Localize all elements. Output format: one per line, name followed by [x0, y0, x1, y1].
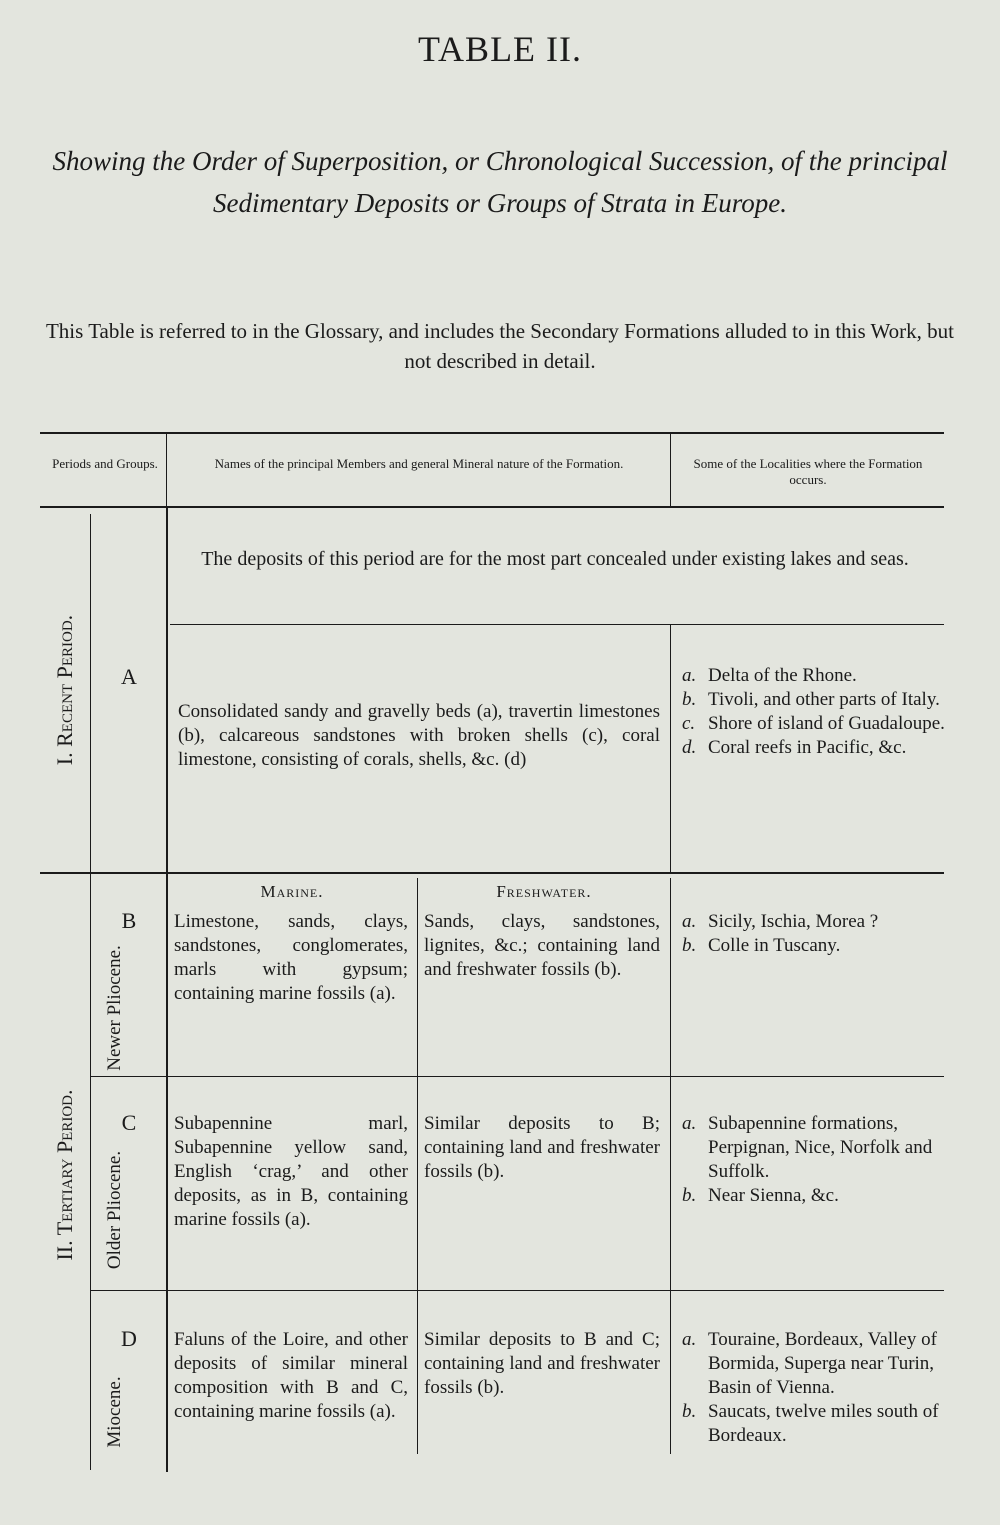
locality-key: b.: [682, 935, 697, 956]
group-c-freshwater: Similar deposits to B; containing land and freshwater fossils (b).: [424, 1113, 660, 1182]
locality-text: Delta of the Rhone.: [708, 665, 857, 686]
locality-text: Sicily, Ischia, Morea ?: [708, 911, 879, 932]
recent-intro: The deposits of this period are for the most part concealed under existing lakes and seas.: [201, 548, 909, 570]
locality-key: a.: [682, 665, 697, 686]
group-b-localities: [682, 910, 946, 958]
list-item: [682, 1112, 946, 1184]
list-item: [682, 736, 946, 760]
tertiary-period-label: II. Tertiary Period.: [52, 1089, 77, 1261]
list-item: [682, 1328, 946, 1400]
table-subtitle: Showing the Order of Superposition, or Chronological Succession, of the principal Sedimentary Deposits or Groups of Strata in Europe.: [52, 146, 948, 218]
c-bottom-rule: [90, 1290, 944, 1291]
locality-text: Tivoli, and other parts of Italy.: [708, 689, 940, 710]
locality-key: a.: [682, 1329, 697, 1350]
groups-col-rule: [166, 506, 168, 1472]
group-b-freshwater: Sands, clays, sandstones, lignites, &c.; containing land and freshwater fossils (b).: [424, 911, 660, 980]
recent-period-label: I. Recent Period.: [52, 614, 77, 766]
locality-text: Saucats, twelve miles south of Bordeaux.: [708, 1401, 939, 1446]
group-a-description: Consolidated sandy and gravelly beds (a), travertin limestones (b), calcareous sandstones with broken shells (c), coral limestone, consisting of corals, shells, &c. (d): [178, 701, 660, 770]
locality-text: Shore of island of Guadaloupe.: [708, 713, 945, 734]
b-bottom-rule: [90, 1076, 944, 1077]
locality-key: a.: [682, 1113, 697, 1134]
group-a-localities: [682, 664, 946, 760]
group-c-localities: [682, 1112, 946, 1208]
list-item: [682, 664, 946, 688]
locality-key: b.: [682, 1401, 697, 1422]
locality-text: Touraine, Bordeaux, Valley of Bormida, Superga near Turin, Basin of Vienna.: [708, 1329, 937, 1398]
freshwater-col-rule: [417, 878, 418, 1454]
marine-subhead: Marine.: [260, 882, 324, 901]
locality-key: c.: [682, 713, 696, 734]
group-b-letter: B: [121, 908, 137, 933]
table-note: This Table is referred to in the Glossary, and includes the Secondary Formations alluded to in this Work, but not described in detail.: [45, 319, 955, 373]
freshwater-subhead: Freshwater.: [496, 882, 592, 901]
locality-key: b.: [682, 1185, 697, 1206]
list-item: [682, 712, 946, 736]
localities-col-rule-tertiary: [670, 878, 671, 1454]
group-c-name: Older Pliocene.: [104, 1150, 125, 1270]
locality-text: Near Sienna, &c.: [708, 1185, 839, 1206]
header-periods: Periods and Groups.: [52, 456, 158, 471]
locality-key: a.: [682, 911, 697, 932]
group-d-letter: D: [121, 1326, 137, 1351]
group-d-name: Miocene.: [104, 1376, 125, 1448]
locality-text: Colle in Tuscany.: [708, 935, 841, 956]
locality-key: d.: [682, 737, 697, 758]
header-members: Names of the principal Members and general Mineral nature of the Formation.: [214, 456, 624, 471]
table-title: TABLE II.: [417, 29, 583, 69]
list-item: [682, 688, 946, 712]
group-b-name: Newer Pliocene.: [104, 945, 125, 1071]
locality-key: b.: [682, 689, 697, 710]
list-item: [682, 1184, 946, 1208]
group-c-marine: Subapennine marl, Subapennine yellow sand, English ‘crag,’ and other deposits, as in B, containing marine fossils (a).: [174, 1113, 408, 1230]
group-c-letter: C: [121, 1110, 137, 1135]
list-item: [682, 910, 946, 934]
table-top-rule: [40, 432, 944, 434]
group-d-freshwater: Similar deposits to B and C; containing land and freshwater fossils (b).: [424, 1329, 660, 1398]
locality-text: Coral reefs in Pacific, &c.: [708, 737, 907, 758]
header-bottom-rule: [40, 506, 944, 508]
recent-intro-rule: [170, 624, 944, 625]
locality-text: Subapennine formations, Perpignan, Nice, Norfolk and Suffolk.: [708, 1113, 933, 1182]
header-localities: Some of the Localities where the Formation occurs.: [693, 456, 923, 487]
list-item: [682, 1400, 946, 1448]
recent-bottom-rule: [40, 872, 944, 874]
header-col-rule-1: [166, 432, 167, 506]
group-d-marine: Faluns of the Loire, and other deposits of similar mineral composition with B and C, containing marine fossils (a).: [174, 1329, 408, 1422]
list-item: [682, 934, 946, 958]
group-a-letter: A: [121, 664, 137, 689]
group-d-localities: [682, 1328, 946, 1448]
subgroup-col-rule: [90, 514, 91, 1470]
localities-col-rule-recent: [670, 624, 671, 872]
group-b-marine: Limestone, sands, clays, sandstones, conglomerates, marls with gypsum; containing marine fossils (a).: [174, 911, 408, 1004]
header-col-rule-2: [670, 432, 671, 506]
